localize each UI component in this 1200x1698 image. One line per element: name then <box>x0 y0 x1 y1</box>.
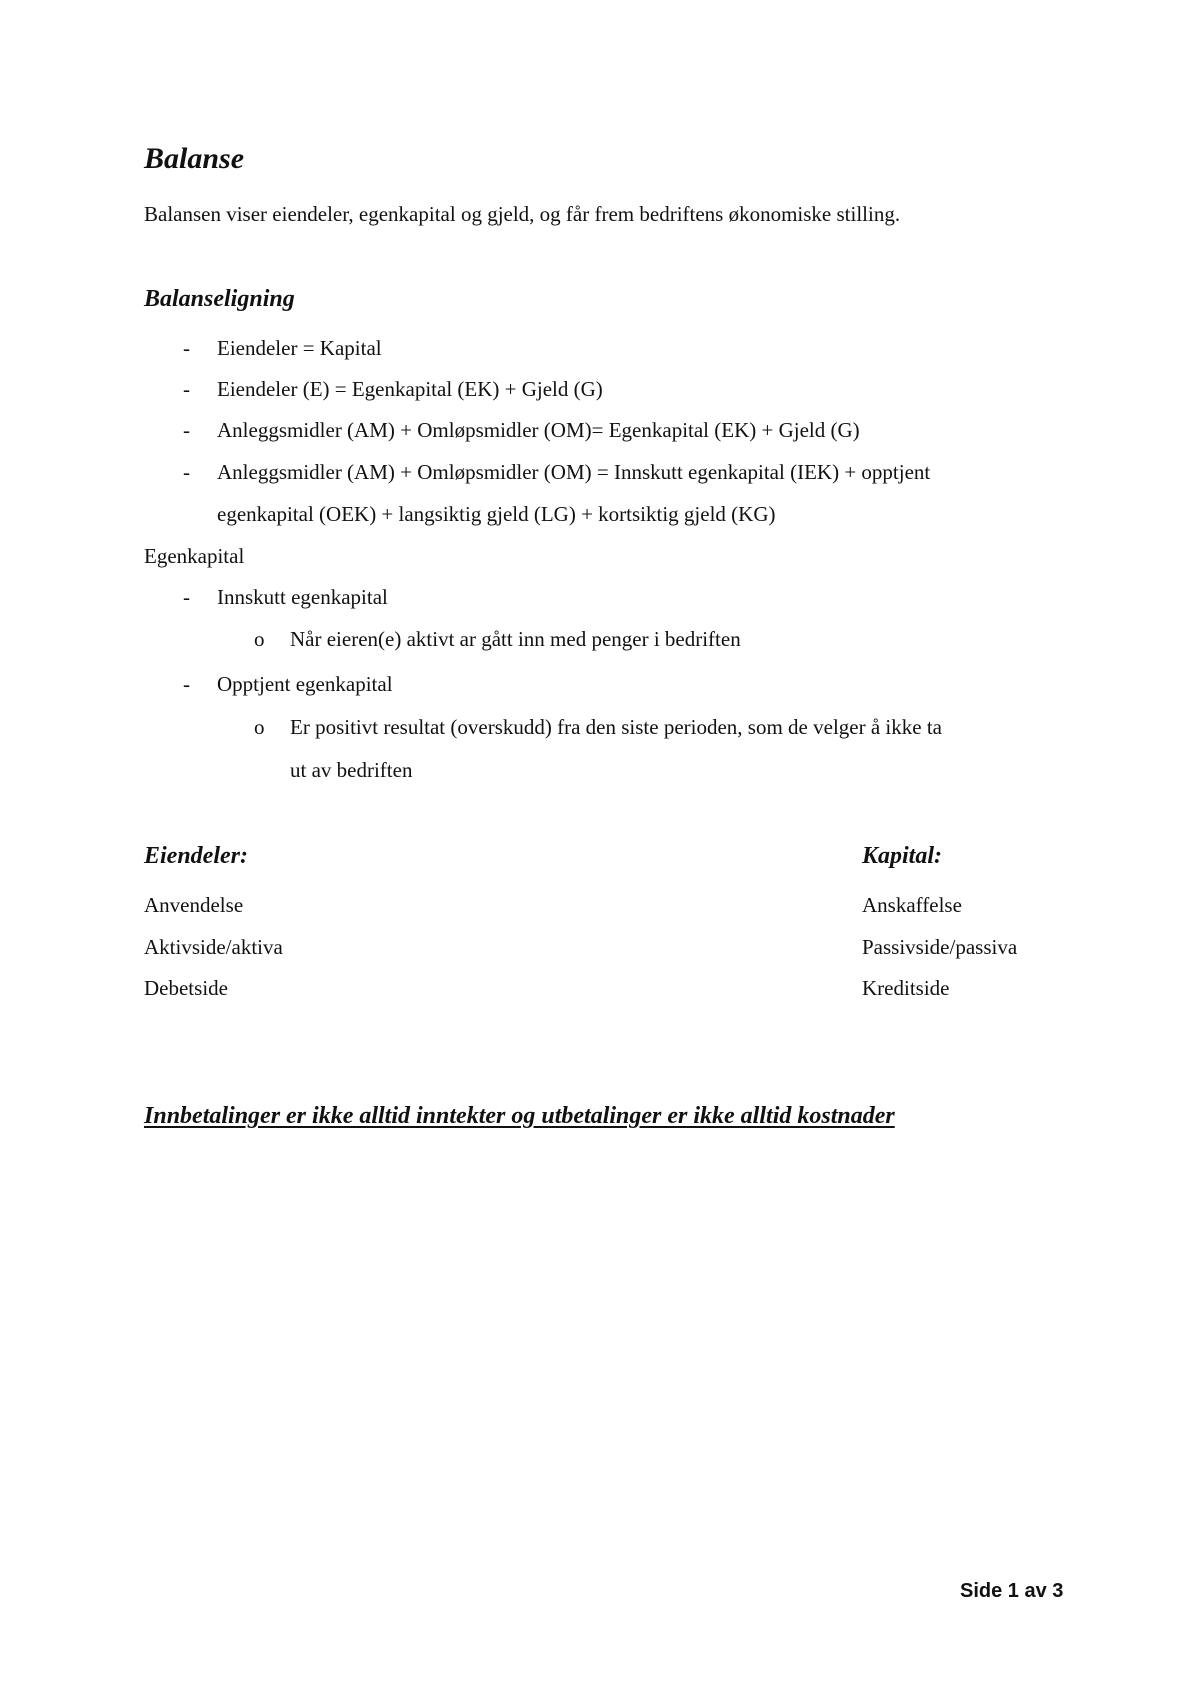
assets-item: Debetside <box>144 976 228 1000</box>
bullet-dash: - <box>183 418 190 442</box>
intro-paragraph: Balansen viser eiendeler, egenkapital og gjeld, og får frem bedriftens økonomiske stilling. <box>144 202 901 226</box>
equity-sub-item: Når eieren(e) aktivt ar gått inn med penger i bedriften <box>290 627 741 651</box>
highlighted-note: Innbetalinger er ikke alltid inntekter og utbetalinger er ikke alltid kostnader <box>144 1103 895 1129</box>
equity-sub-item-continued: ut av bedriften <box>290 758 413 782</box>
capital-item: Passivside/passiva <box>862 935 1018 959</box>
bullet-dash: - <box>183 336 190 360</box>
bullet-dash: - <box>183 377 190 401</box>
assets-item: Anvendelse <box>144 893 244 917</box>
bullet-dash: - <box>183 585 190 609</box>
equation-item: Eiendeler = Kapital <box>217 336 382 360</box>
page-number-footer: Side 1 av 3 <box>960 1580 1064 1602</box>
equation-item: Eiendeler (E) = Egenkapital (EK) + Gjeld (G) <box>217 377 603 401</box>
bullet-dash: - <box>183 672 190 696</box>
assets-item: Aktivside/aktiva <box>144 935 283 959</box>
sub-bullet: o <box>254 715 265 739</box>
equity-item: Innskutt egenkapital <box>217 585 388 609</box>
equation-item: Anleggsmidler (AM) + Omløpsmidler (OM) = Innskutt egenkapital (IEK) + opptjent <box>217 460 931 484</box>
equity-item: Opptjent egenkapital <box>217 672 393 696</box>
capital-item: Anskaffelse <box>862 893 962 917</box>
bullet-dash: - <box>183 460 190 484</box>
equation-heading: Balanseligning <box>144 286 295 312</box>
sub-bullet: o <box>254 627 265 651</box>
page-title: Balanse <box>144 142 245 175</box>
assets-heading: Eiendeler: <box>144 843 248 869</box>
equity-sub-item: Er positivt resultat (overskudd) fra den siste perioden, som de velger å ikke ta <box>290 715 942 739</box>
capital-heading: Kapital: <box>862 843 943 869</box>
equity-label: Egenkapital <box>144 544 245 568</box>
equation-item: Anleggsmidler (AM) + Omløpsmidler (OM)= Egenkapital (EK) + Gjeld (G) <box>217 418 860 442</box>
capital-item: Kreditside <box>862 976 950 1000</box>
equation-item-continued: egenkapital (OEK) + langsiktig gjeld (LG) + kortsiktig gjeld (KG) <box>217 502 776 526</box>
